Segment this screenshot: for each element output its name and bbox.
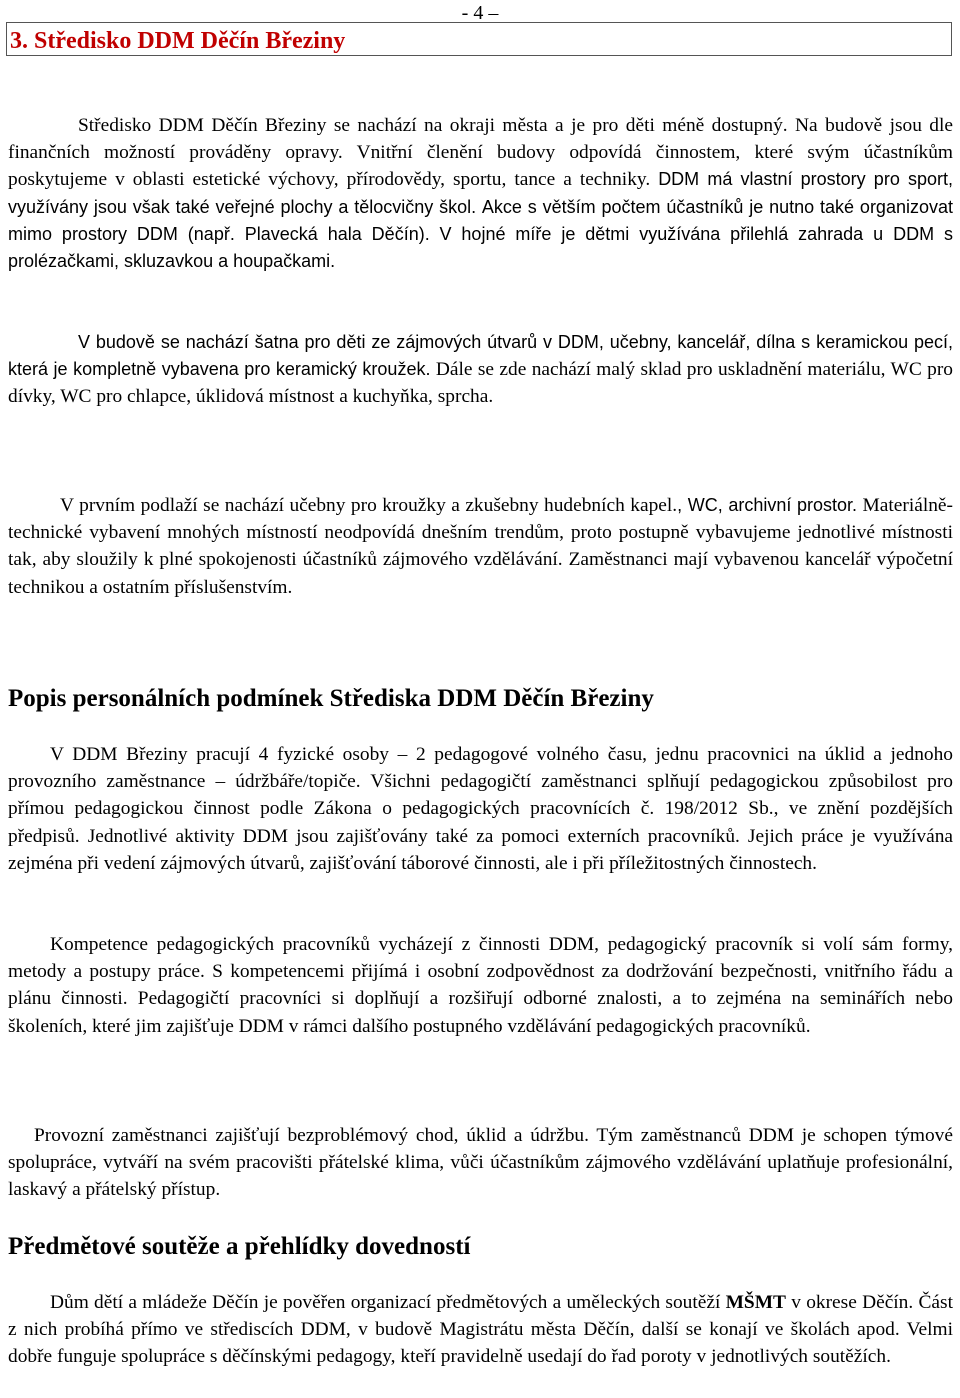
paragraph-location-part1: Středisko DDM Děčín Březiny se nachází na okraji města a je pro děti méně dostupný. Na budově jsou dle finančních možností prováděny opravy. Vnitřní členění budovy odpovídá činnostem, které svým účastníkům poskytujeme v oblasti estetické výchovy, přírodovědy, sportu, tance a techniky. [8, 115, 953, 191]
paragraph-location-part4: V hojné míře je dětmi využívána přilehlá zahrada u DDM s prolézačkami, skluzavkou a houpačkami. [8, 223, 953, 272]
paragraph-building [8, 329, 953, 411]
paragraph-first-floor-part2: , WC, archivní prostor. [677, 495, 858, 515]
paragraph-building-part2: Dále se zde nachází malý sklad pro uskladnění materiálu, WC pro dívky, WC pro chlapce, úklidová místnost a kuchyňka, sprcha. [8, 359, 954, 408]
page-number: - 4 – [461, 2, 499, 24]
paragraph-staff: V DDM Březiny pracují 4 fyzické osoby – 2 pedagogové volného času, jednu pracovnici na úklid a jednoho provozního zaměstnance – údržbáře/topiče. Všichni pedagogičtí zaměstnanci splňují pedagogickou způsobilost pro přímou pedagogickou činnost podle Zákona o pedagogických pracovnících č. 198/2012 Sb., ve znění pozdějších předpisů. Jednotlivé aktivity DDM jsou zajišťovány také za pomoci externích pracovníků. Jejich práce je využívána zejména při vedení zájmových útvarů, zajišťování táborové činnosti, ale i při příležitostných činnostech. [8, 744, 953, 874]
heading-competitions: Předmětové soutěže a přehlídky dovedností [8, 1233, 471, 1260]
paragraph-first-floor-part3: Materiálně-technické vybavení mnohých místností neodpovídá dnešním trendům, proto postupně vybavujeme jednotlivé místnosti tak, aby sloužily k plné spokojenosti účastníků zájmového vzdělávání. [8, 495, 953, 571]
paragraph-competences: Kompetence pedagogických pracovníků vycházejí z činnosti DDM, pedagogický pracovník si volí sám formy, metody a postupy práce. S kompetencemi přijímá i osobní zodpovědnost za dodržování bezpečnosti, vnitřního řádu a plánu činnosti. Pedagogičtí pracovníci si doplňují a rozšiřují odborné znalosti, a to zejména na seminářích nebo školeních, které jim zajišťuje DDM v rámci dalšího postupného vzdělávání pedagogických pracovníků. [8, 934, 953, 1037]
paragraph-first-floor [8, 492, 953, 601]
paragraph-competitions-part1: Dům dětí a mládeže Děčín je pověřen organizací předmětových a uměleckých soutěží [50, 1292, 726, 1313]
section-title: 3. Středisko DDM Děčín Březiny [10, 28, 346, 54]
paragraph-location-part2: DDM má vlastní prostory pro sport, využívány jsou však také veřejné plochy a tělocvičny škol. [8, 169, 953, 217]
paragraph-building-part1: V budově se nachází šatna pro děti ze zájmových útvarů v DDM, učebny, kancelář, dílna s keramickou pecí, která je kompletně vybavena pro keramický kroužek. [8, 332, 953, 380]
paragraph-operational-staff: Provozní zaměstnanci zajišťují bezproblémový chod, úklid a údržbu. Tým zaměstnanců DDM je schopen týmové spolupráce, vytváří na svém pracovišti přátelské klima, vůči účastníkům zájmového vzdělávání uplatňuje profesionální, laskavý a přátelský přístup. [8, 1125, 953, 1201]
paragraph-competitions-part2: v okrese Děčín. Část z nich probíhá přímo ve střediscích DDM, v budově Magistrátu města Děčín, další se konají ve školách apod. Velmi dobře funguje spolupráce s děčínskými pedagogy, kteří pravidelně usedají do řad poroty v jednotlivých soutěžích. [8, 1292, 953, 1368]
paragraph-first-floor-part1: V prvním podlaží se nachází učebny pro kroužky a zkušebny hudebních kapel. [60, 495, 678, 516]
heading-personnel: Popis personálních podmínek Střediska DDM Děčín Březiny [8, 685, 654, 712]
paragraph-competitions [8, 1289, 953, 1371]
paragraph-first-floor-part4: Zaměstnanci mají vybavenou kancelář výpočetní technikou a ostatním příslušenstvím. [8, 549, 954, 598]
paragraph-competitions-bold: MŠMT [725, 1292, 786, 1313]
paragraph-location [8, 112, 953, 275]
paragraph-location-part3: Akce s větším počtem účastníků je nutno také organizovat mimo prostory DDM (např. Plavecká hala Děčín). [8, 196, 953, 244]
section-title-box [6, 22, 952, 56]
